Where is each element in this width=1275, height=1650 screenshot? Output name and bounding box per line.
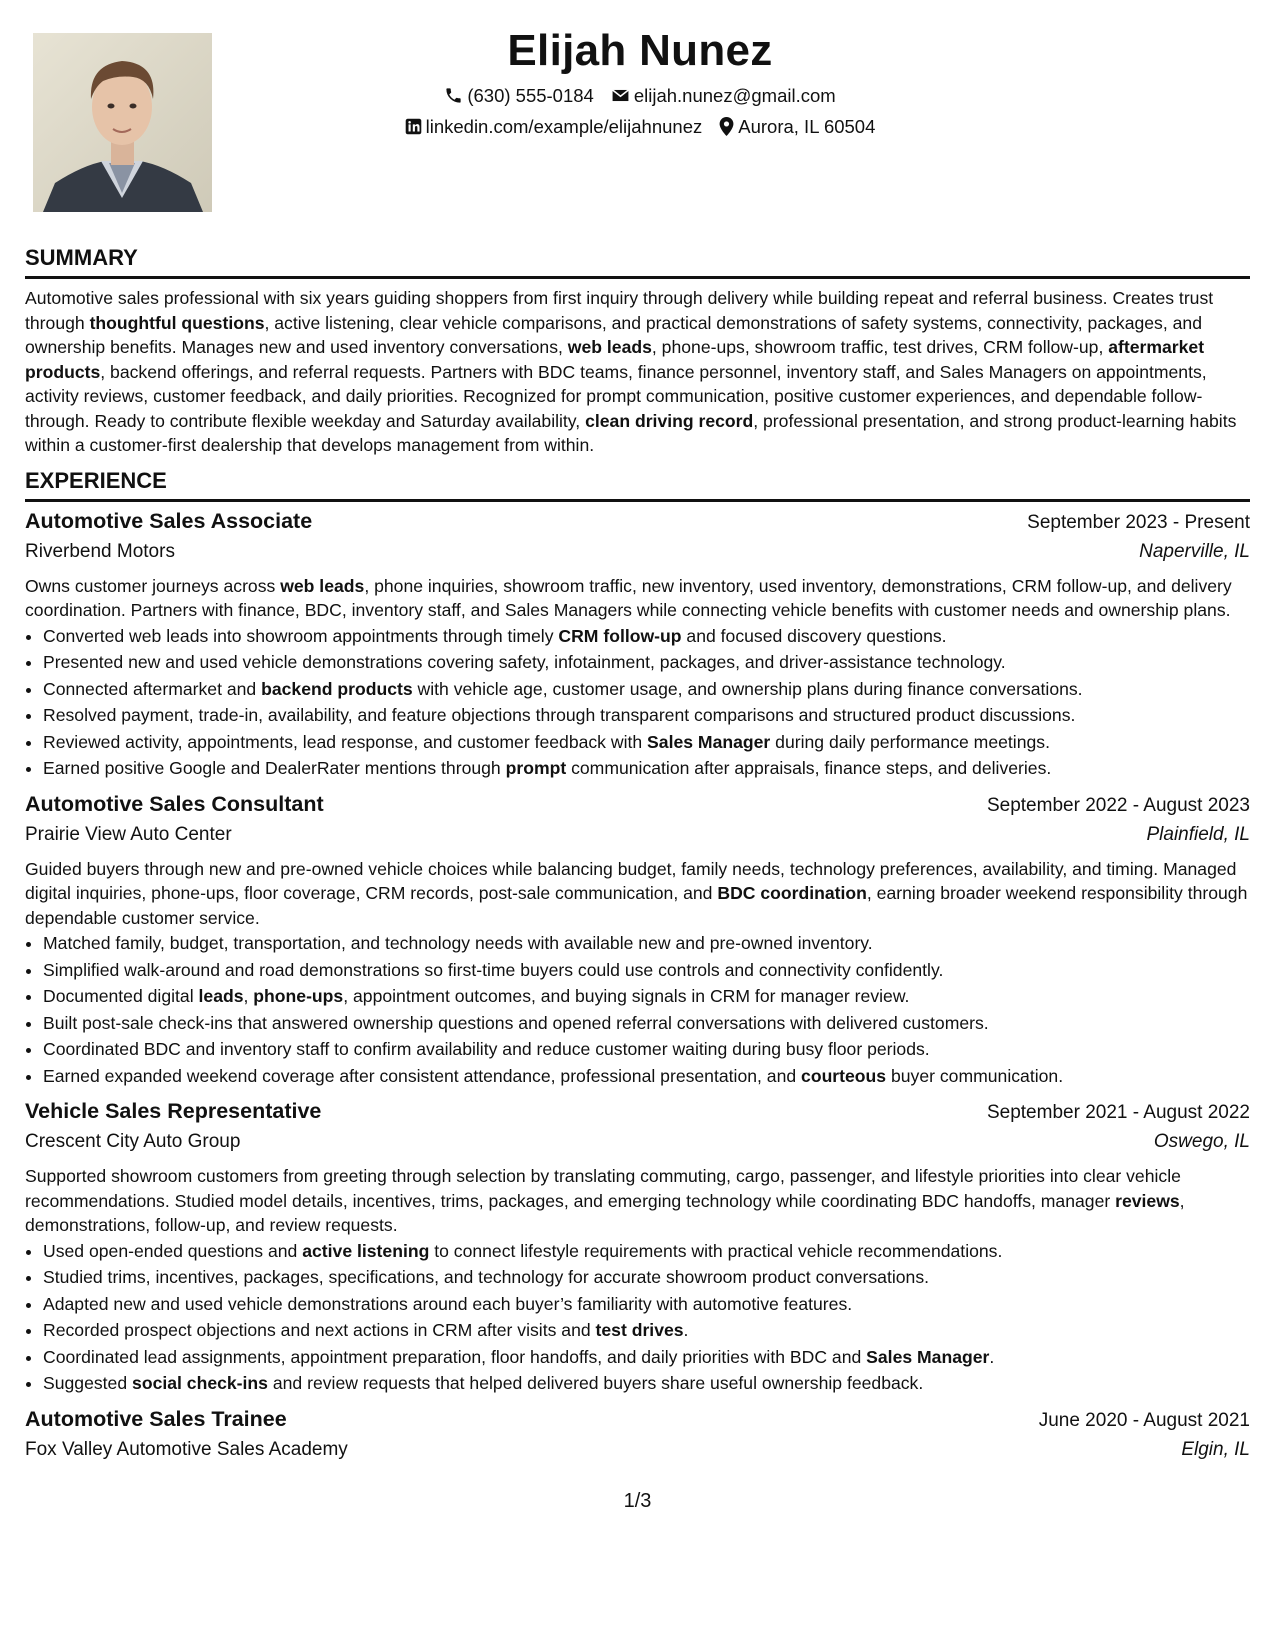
text-run: Coordinated BDC and inventory staff to confirm availability and reduce customer waiting during busy floor periods. [43,1039,930,1059]
text-run: Earned positive Google and DealerRater mentions through [43,758,506,778]
text-run: Matched family, budget, transportation, and technology needs with available new and pre-owned inventory. [43,933,873,953]
candidate-name: Elijah Nunez [507,26,773,75]
linkedin-icon [405,118,422,135]
job-subheader [25,541,1250,574]
job-location: Oswego, IL [1153,1131,1250,1152]
text-run: Documented digital [43,986,199,1006]
emphasis-text: web leads [567,337,652,357]
achievement-item [43,957,1250,984]
text-run: Earned expanded weekend coverage after consistent attendance, professional presentation, and [43,1065,802,1086]
job-description [25,857,1250,931]
contact-line-2 [260,111,1020,142]
company-name: Crescent City Auto Group [25,1131,241,1152]
emphasis-text: web leads [280,575,365,596]
text-run: buyer communication. [886,1065,1064,1086]
text-run: , phone inquiries, showroom traffic, new inventory, used inventory, demonstrations, CRM follow-up, and delivery coordination. Partners with finance, BDC, inventory staff, and Sales Managers while connecting vehicle benefits with customer needs and ownership plans. [25,575,1232,620]
emphasis-text: prompt [505,758,567,778]
text-run: Built post-sale check-ins that answered ownership questions and opened referral conversations with delivered customers. [43,1012,989,1033]
resume-body [25,243,1250,1472]
emphasis-text: Sales Manager [866,1346,990,1367]
achievement-item [43,930,1250,957]
experience-heading: EXPERIENCE [25,467,167,493]
text-run: Connected aftermarket and [43,678,262,699]
phone-contact [444,80,594,111]
text-run: Adapted new and used vehicle demonstrations around each buyer’s familiarity with automotive features. [43,1293,853,1314]
emphasis-text: test drives [595,1320,684,1340]
text-run: , professional presentation, and strong product-learning habits within a customer-first dealership that develops management from within. [25,410,1237,455]
phone-text: (630) 555-0184 [467,85,594,106]
map-pin-icon [719,117,734,136]
text-run: Guided buyers through new and pre-owned vehicle choices while balancing budget, family needs, technology preferences, availability, and timing. Managed digital inquiries, phone-ups, floor coverage, CRM records, post-sale communication, and [25,858,1237,903]
job-entry [25,1407,1250,1472]
location-contact [719,111,875,142]
achievement-item [43,1291,1250,1318]
emphasis-text: aftermarket products [25,337,1205,382]
achievement-list [25,930,1250,1089]
text-run: and review requests that helped delivered buyers share useful ownership feedback. [267,1373,924,1393]
text-run: to connect lifestyle requirements with practical vehicle recommendations. [429,1240,1003,1261]
company-name: Prairie View Auto Center [25,823,232,845]
job-dates: September 2023 - Present [1027,511,1250,533]
emphasis-text: leads [198,986,244,1006]
job-dates: September 2021 - August 2022 [986,1102,1250,1123]
location-text: Aurora, IL 60504 [738,116,876,137]
text-run: Resolved payment, trade-in, availability, and feature objections through transparent comparisons and structured product discussions. [43,705,1076,725]
emphasis-text: Sales Manager [647,731,771,752]
achievement-item [43,1370,1250,1397]
achievement-item [43,676,1250,703]
emphasis-text: BDC coordination [717,883,867,903]
text-run: Simplified walk-around and road demonstrations so first-time buyers could use controls and connectivity confidently. [43,959,944,980]
job-description [25,1164,1250,1238]
section-divider [25,499,1250,502]
linkedin-text[interactable]: linkedin.com/example/elijahnunez [425,116,703,137]
job-header [25,509,1250,541]
job-entry [25,792,1250,1090]
job-title: Automotive Sales Trainee [25,1406,287,1431]
job-header [25,1099,1250,1131]
job-title: Automotive Sales Consultant [25,791,324,816]
emphasis-text: CRM follow-up [558,625,682,646]
text-run: , appointment outcomes, and buying signals in CRM for manager review. [343,986,910,1006]
job-location: Elgin, IL [1181,1438,1250,1460]
email-contact[interactable] [611,80,836,111]
job-entry [25,509,1250,782]
text-run: Supported showroom customers from greeting through selection by translating commuting, cargo, passenger, and lifestyle priorities into clear vehicle recommendations. Studied model details, incentives, trims, packages, and emerging technology while coordinating BDC handoffs, manager [25,1166,1181,1211]
experience-list [25,509,1250,1472]
text-run: Owns customer journeys across [25,575,281,596]
text-run: , phone-ups, showroom traffic, test drives, CRM follow-up, [651,337,1109,357]
emphasis-text: social check-ins [132,1373,268,1393]
company-name: Fox Valley Automotive Sales Academy [25,1438,348,1460]
achievement-item [43,1063,1250,1090]
profile-photo [33,33,212,212]
text-run: and focused discovery questions. [681,625,947,646]
achievement-list [25,1238,1250,1397]
job-dates: September 2022 - August 2023 [986,794,1250,816]
email-text[interactable]: elijah.nunez@gmail.com [633,85,836,106]
emphasis-text: thoughtful questions [89,312,265,333]
achievement-item [43,1238,1250,1265]
envelope-icon [611,86,630,105]
achievement-item [43,1317,1250,1344]
text-run: Recorded prospect objections and next actions in CRM after visits and [43,1320,596,1340]
contact-line-1 [260,80,1020,111]
achievement-item [43,983,1250,1010]
text-run: . [683,1320,689,1340]
job-location: Plainfield, IL [1146,823,1250,845]
job-description [25,574,1250,623]
summary-paragraph [25,286,1250,458]
linkedin-contact[interactable] [405,111,703,142]
summary-heading: SUMMARY [25,245,138,270]
text-run: , active listening, clear vehicle comparisons, and practical demonstrations of safety systems, connectivity, packages, and ownership benefits. Manages new and used inventory conversations, [25,312,1202,357]
section-divider [25,276,1250,279]
text-run: , earning broader weekend responsibility through dependable customer service. [25,883,1248,928]
job-header [25,792,1250,824]
text-run: , demonstrations, follow-up, and review requests. [25,1190,1185,1235]
achievement-item [43,1010,1250,1037]
phone-icon [444,86,463,105]
achievement-item [43,649,1250,676]
job-subheader [25,1131,1250,1164]
text-run: . [989,1346,995,1367]
text-run: Used open-ended questions and [43,1240,303,1261]
emphasis-text: clean driving record [585,410,754,431]
portrait-image [33,33,212,212]
text-run: Suggested [43,1373,133,1393]
job-location: Naperville, IL [1139,540,1250,562]
achievement-item [43,1264,1250,1291]
company-name: Riverbend Motors [25,540,175,562]
job-header [25,1407,1250,1439]
emphasis-text: reviews [1115,1190,1180,1211]
text-run: Presented new and used vehicle demonstrations covering safety, infotainment, packages, and driver-assistance technology. [43,652,1006,672]
text-run: Coordinated lead assignments, appointment preparation, floor handoffs, and daily priorities with BDC and [43,1346,867,1367]
job-dates: June 2020 - August 2021 [1038,1409,1250,1431]
emphasis-text: phone-ups [253,986,344,1006]
achievement-item [43,729,1250,756]
achievement-item [43,755,1250,782]
text-run: during daily performance meetings. [770,731,1050,752]
text-run: Studied trims, incentives, packages, specifications, and technology for accurate showroom product conversations. [43,1267,930,1287]
text-run: Reviewed activity, appointments, lead response, and customer feedback with [43,731,648,752]
achievement-item [43,1036,1250,1063]
text-run: with vehicle age, customer usage, and ownership plans during finance conversations. [412,678,1083,699]
job-title: Automotive Sales Associate [25,508,313,533]
text-run: , backend offerings, and referral requests. Partners with BDC teams, finance personnel, inventory staff, and Sales Managers on appointments, activity reviews, customer feedback, and daily priorities. Recognized for prompt communication, positive customer experiences, and dependable follow-through. Ready to contribute flexible weekday and Saturday availability, [25,361,1207,431]
achievement-list [25,623,1250,782]
emphasis-text: backend products [261,678,413,699]
emphasis-text: courteous [801,1065,887,1086]
job-subheader [25,1439,1250,1472]
job-title: Vehicle Sales Representative [25,1099,322,1123]
achievement-item [43,623,1250,650]
text-run: communication after appraisals, finance steps, and deliveries. [566,758,1052,778]
text-run: , [243,986,254,1006]
page-number: 1/3 [623,1490,652,1512]
achievement-item [43,702,1250,729]
achievement-item [43,1344,1250,1371]
job-subheader [25,824,1250,857]
text-run: Converted web leads into showroom appointments through timely [43,625,559,646]
resume-header [260,22,1020,142]
text-run: Automotive sales professional with six years guiding shoppers from first inquiry through delivery while building repeat and referral business. Creates trust through [25,288,1214,333]
emphasis-text: active listening [302,1240,430,1261]
job-entry [25,1099,1250,1397]
